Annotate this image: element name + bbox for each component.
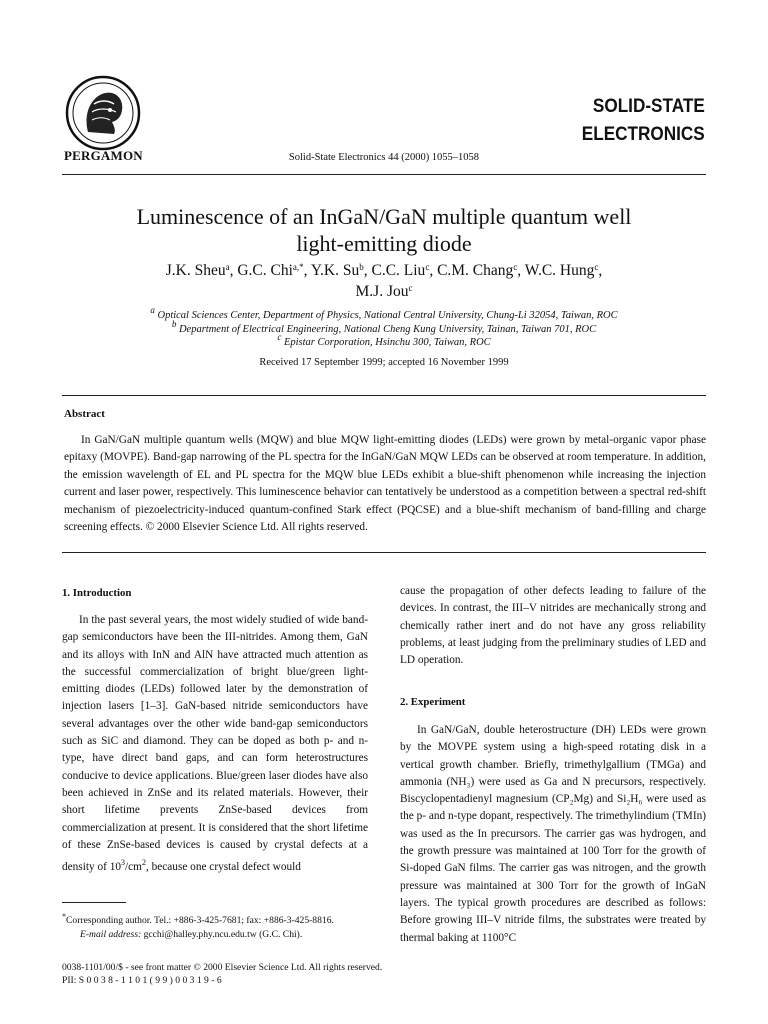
author: G.C. Chi <box>237 262 293 279</box>
author: C.M. Chang <box>437 262 514 279</box>
article-title <box>0 203 768 257</box>
page-footer <box>62 961 382 988</box>
author-affiliation-mark: c <box>408 283 413 293</box>
journal-title <box>582 92 705 148</box>
experiment-paragraph: In GaN/GaN, double heterostructure (DH) LEDs were grown by the MOVPE system using a high-speed rotating disk in a vertical growth chamber. Briefly, trimethylgallium (TMGa) and ammonia (NH₃) were used as Ga and N precursors, respectively. Biscyclopentadienyl magnesium (CP₂Mg) and Si₂H₆ were used as the p- and n-type dopant, respectively. The trimethylindium (TMIn) was used as the In precursors. The carrier gas was hydrogen, and the growth pressure was maintained at 100 Torr for the growth of Si-doped GaN films. The carrier gas was nitrogen, and the growth pressure was maintained at 300 Torr for the growth of InGaN layers. The typical growth procedures are described as follows: Before growing III–V nitride films, the substrates were treated by thermal baking at 1100°C <box>400 724 706 944</box>
author: J.K. Sheu <box>165 262 226 279</box>
author-affiliation-mark: c <box>594 262 599 272</box>
section-heading-experiment: 2. Experiment <box>400 696 466 708</box>
publisher-name: PERGAMON <box>64 148 143 163</box>
author-affiliation-mark: c <box>425 262 430 272</box>
section-heading-introduction: 1. Introduction <box>62 587 132 599</box>
abstract-text: In GaN/GaN multiple quantum wells (MQW) and blue MQW light-emitting diodes (LEDs) were grown by metal-organic vapor phase epitaxy (MOVPE). Band-gap narrowing of the PL spectra for the InGaN/GaN MQW LEDs can be observed at room temperature. In addition, the emission wavelength of EL and PL spectra for the MQW blue LEDs exhibit a blue-shift phenomenon while increasing the injection current and laser power, respectively. This luminescence behavior can tentatively be understood as a competition between a spectral red-shift mechanism of piezoelectricity-induced quantum-confined Stark effect (PQCSE) and a blue-shift mechanism of band-filling and charge screening effects. © 2000 Elsevier Science Ltd. All rights reserved. <box>64 434 706 534</box>
introduction-paragraph: In the past several years, the most widely studied of wide band-gap semiconductors have been the III-nitrides. Among them, GaN and its alloys with InN and AlN have attracted much attention as the successful commercialization of bright blue/green light-emitting diodes (LEDs) followed later by the demonstration of injection lasers [1–3]. GaN-based nitride semiconductors have several advantages over the other wide band-gap semiconductors such as SiC and diamond. They can be doped as both p- and n-type, have direct band gaps, and can form heterostructures conducive to device applications. Blue/green laser diodes have also been achieved in ZnSe and its related materials. However, their short lifetime prevents ZnSe-based devices from commercialization at present. It is considered that the short lifetime of these ZnSe-based devices is caused by crystal defects at a density of $10^3/cm^2$, because one crystal defect would <box>62 614 368 873</box>
author: W.C. Hung <box>524 262 595 279</box>
author-affiliation-mark: c <box>513 262 518 272</box>
affiliations <box>0 305 768 350</box>
abstract-top-rule <box>62 395 706 396</box>
publisher-logo <box>64 74 142 152</box>
article-title-line1: Luminescence of an InGaN/GaN multiple quantum well <box>136 204 632 229</box>
author-affiliation-mark: a,* <box>292 262 304 272</box>
article-title-line2: light-emitting diode <box>296 231 472 256</box>
author: M.J. Jou <box>355 283 409 300</box>
affiliation: $^a$ Optical Sciences Center, Department of Physics, National Central University, Chung-Li 32054, Taiwan, ROC <box>150 305 618 321</box>
author: Y.K. Su <box>310 262 360 279</box>
affiliation: $^b$ Department of Electrical Engineering, National Cheng Kung University, Tainan, Taiwan 701, ROC <box>171 318 597 335</box>
corresponding-author-footnote: *Corresponding author. Tel.: +886-3-425-7681; fax: +886-3-425-8816. E-mail address: gcchi@halley.phy.ncu.edu.tw (G.C. Chi). <box>62 912 334 940</box>
introduction-continuation: cause the propagation of other defects leading to failure of the devices. In contrast, the III–V nitrides are mechanically strong and chemically rather inert and do not have any gross reliability problems, at least judging from the preliminary studies of LED and LD operation. <box>400 585 706 667</box>
author-list: J.K. Sheu$^a$, G.C. Chi$^{a,*}$, Y.K. Su$^b$, C.C. Liu$^c$, C.M. Chang$^c$, W.C. Hung$^c$, M.J. Jou$^c$ <box>165 262 603 300</box>
journal-citation: Solid-State Electronics 44 (2000) 1055–1058 <box>288 152 480 163</box>
journal-title-line1: SOLID-STATE <box>593 95 705 117</box>
author-affiliation-mark: b <box>359 262 364 272</box>
author: C.C. Liu <box>371 262 426 279</box>
abstract-bottom-rule <box>62 552 706 553</box>
footnote-rule <box>62 902 126 903</box>
affiliation: $^c$ Epistar Corporation, Hsinchu 300, Taiwan, ROC <box>277 332 491 348</box>
footer-copyright: 0038-1101/00/$ - see front matter © 2000 Elsevier Science Ltd. All rights reserved. <box>62 962 383 973</box>
footer-pii: PII: S 0 0 3 8 - 1 1 0 1 ( 9 9 ) 0 0 3 1 9 - 6 <box>62 975 222 987</box>
author-email[interactable]: gcchi@halley.phy.ncu.edu.tw (G.C. Chi). <box>143 928 303 940</box>
journal-title-line2: ELECTRONICS <box>582 123 705 145</box>
received-dates: Received 17 September 1999; accepted 16 November 1999 <box>259 357 509 368</box>
abstract-heading: Abstract <box>64 408 105 420</box>
author-affiliation-mark: a <box>225 262 230 272</box>
header-rule <box>62 174 706 175</box>
